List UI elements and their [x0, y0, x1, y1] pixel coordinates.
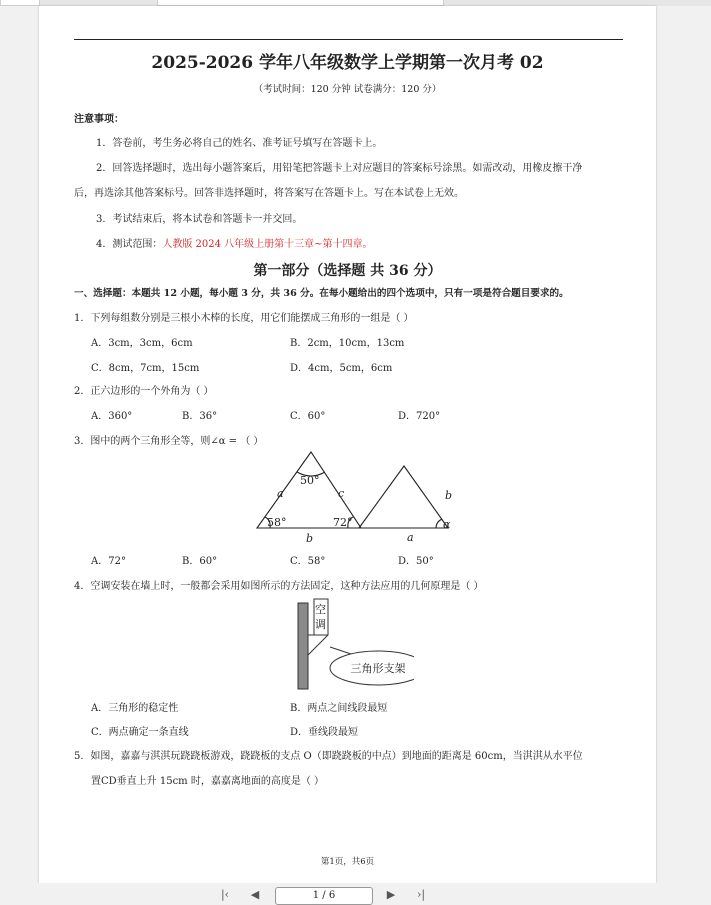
side-label-b: b — [306, 532, 314, 544]
q1-option-a: A．3cm，3cm，6cm — [91, 338, 193, 349]
page-title: 2025-2026 学年八年级数学上学期第一次月考 02 — [151, 53, 544, 73]
q4-option-d: D．垂线段最短 — [290, 727, 359, 738]
q4-option-c: C．两点确定一条直线 — [91, 727, 189, 738]
q2-option-c: C．60° — [290, 411, 326, 422]
ac-label-1: 空 — [315, 603, 326, 616]
pdf-navigation-bar — [0, 883, 711, 901]
q2-option-d: D．720° — [398, 411, 441, 422]
q3-option-b: B．60° — [182, 556, 218, 567]
ac-label-2: 调 — [315, 618, 326, 631]
q1-option-c: C．8cm，7cm，15cm — [91, 363, 200, 374]
header-rule — [74, 39, 623, 40]
angle-label-top: 50° — [300, 474, 320, 487]
notice-heading: 注意事项： — [74, 114, 124, 125]
q3-option-c: C．58° — [290, 556, 326, 567]
note-3: 3．考试结束后，将本试卷和答题卡一并交回。 — [96, 214, 303, 225]
note-4 — [96, 239, 373, 251]
t2-side-label-a: a — [407, 531, 414, 544]
q1-option-d: D．4cm，5cm，6cm — [290, 363, 393, 374]
question-4: 4．空调安装在墙上时，一般都会采用如图所示的方法固定，这种方法应用的几何原理是（ ） — [74, 581, 484, 592]
question-5-line-2: 置CD垂直上升 15cm 时，嘉嘉离地面的高度是（ ） — [91, 776, 325, 787]
side-label-a: a — [277, 487, 284, 500]
test-range: 人教版 2024 八年级上册第十三章~第十四章。 — [162, 239, 373, 250]
q2-option-a: A．360° — [91, 411, 133, 422]
side-label-c: c — [338, 487, 345, 500]
question-2: 2．正六边形的一个外角为（ ） — [74, 386, 214, 397]
note-2b: 后，再选涂其他答案标号。回答非选择题时，将答案写在答题卡上。写在本试卷上无效。 — [74, 188, 464, 199]
page-footer: 第1页，共6页 — [320, 857, 375, 867]
exam-info: （考试时间：120 分钟 试卷满分：120 分） — [253, 84, 442, 95]
t2-angle-alpha: α — [443, 518, 451, 531]
last-page-icon[interactable]: ›| — [416, 888, 426, 901]
q1-option-b: B．2cm，10cm，13cm — [290, 338, 405, 349]
angle-label-left: 58° — [267, 516, 287, 529]
section-title: 第一部分（选择题 共 36 分） — [253, 263, 442, 279]
wall — [298, 603, 308, 689]
ac-bracket-figure — [294, 597, 414, 693]
bracket-label: 三角形支架 — [350, 662, 406, 675]
part-intro: 一、选择题：本题共 12 小题，每小题 3 分，共 36 分。在每小题给出的四个选项中，只有一项是符合题目要求的。 — [74, 288, 569, 299]
question-5-line-1: 5．如图，嘉嘉与淇淇玩跷跷板游戏，跷跷板的支点 O（即跷跷板的中点）到地面的距离是 60cm，当淇淇从水平位 — [74, 751, 583, 762]
q3-option-d: D．50° — [398, 556, 434, 567]
q4-option-a: A．三角形的稳定性 — [91, 703, 179, 714]
next-page-icon[interactable]: ▶ — [386, 888, 396, 901]
tab-left[interactable] — [0, 0, 40, 6]
triangle-2 — [359, 466, 448, 528]
t2-side-label-b: b — [445, 489, 453, 502]
note-2a: 2．回答选择题时，选出每小题答案后，用铅笔把答题卡上对应题目的答案标号涂黑。如需改动，用橡皮擦干净 — [96, 163, 583, 174]
note-1: 1．答卷前，考生务必将自己的姓名、准考证号填写在答题卡上。 — [96, 138, 383, 149]
note-4-prefix: 4．测试范围： — [96, 239, 163, 250]
page-indicator[interactable]: 1 / 6 — [275, 887, 373, 905]
document-page — [39, 6, 656, 883]
q2-option-b: B．36° — [182, 411, 218, 422]
bracket — [308, 635, 328, 655]
question-1: 1．下列每组数分别是三根小木棒的长度，用它们能摆成三角形的一组是（ ） — [74, 313, 414, 324]
first-page-icon[interactable]: |‹ — [220, 888, 230, 901]
question-3: 3．图中的两个三角形全等，则∠α = （ ） — [74, 436, 264, 447]
angle-arc-alpha — [436, 519, 442, 528]
angle-label-right: 72° — [333, 516, 353, 529]
q4-option-b: B．两点之间线段最短 — [290, 703, 388, 714]
q3-option-a: A．72° — [91, 556, 126, 567]
congruent-triangles-figure — [249, 450, 454, 544]
prev-page-icon[interactable]: ◀ — [250, 888, 260, 901]
